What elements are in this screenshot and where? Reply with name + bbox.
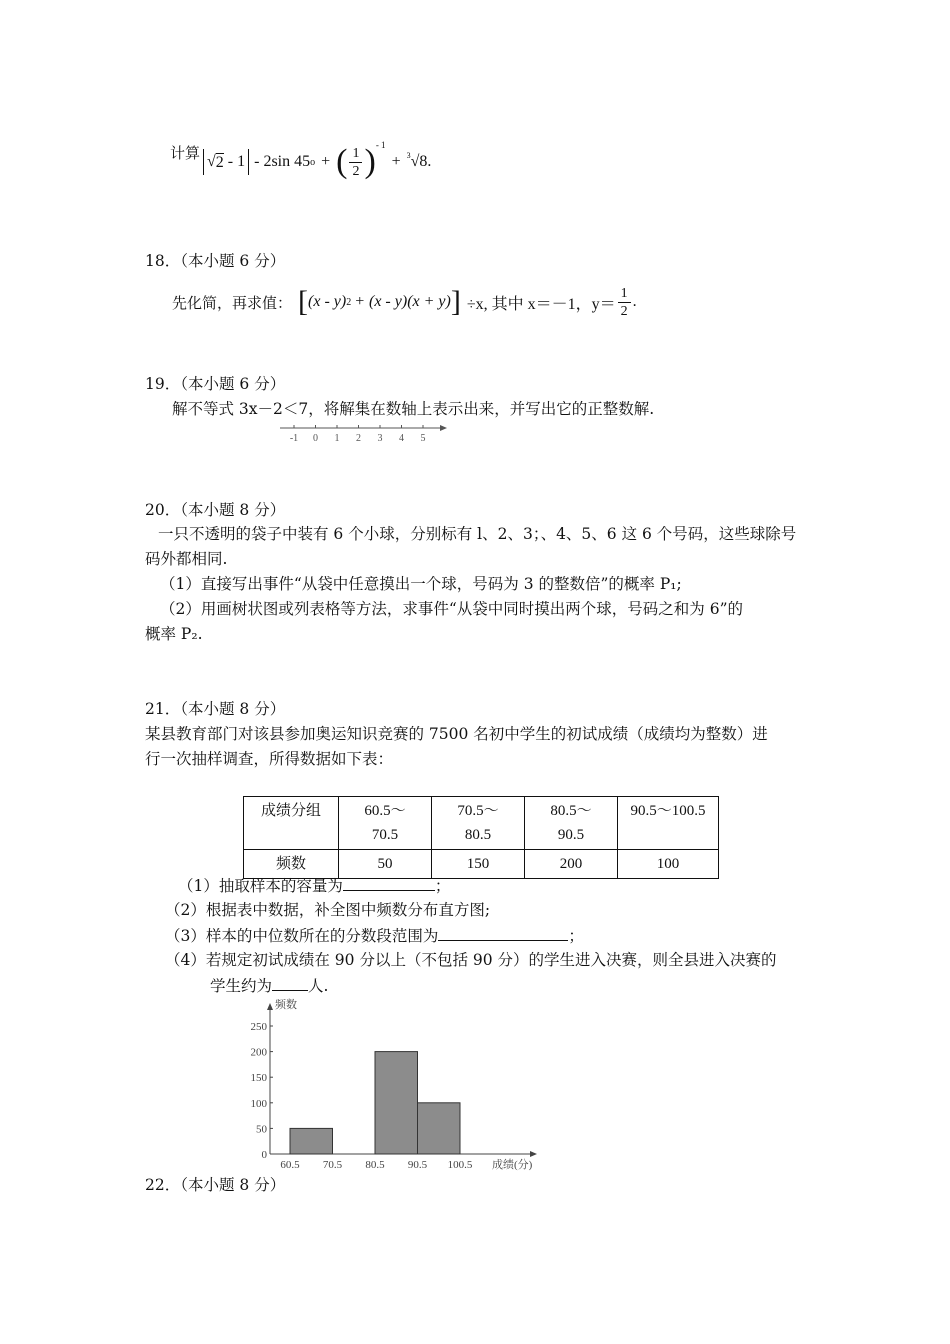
table-cell: 100 — [618, 850, 719, 879]
number-line-arrow-icon — [440, 425, 447, 431]
q20-line2: 码外都相同. — [145, 550, 228, 568]
number-line-tick-label: 5 — [420, 433, 426, 444]
table-cell: 90.5～100.5 — [618, 797, 719, 850]
table-cell: 80.5～ 90.5 — [525, 797, 618, 850]
number-line-tick-label: 2 — [356, 433, 361, 444]
answer-blank — [272, 974, 308, 991]
q17-expression — [170, 138, 431, 186]
y-fraction: $\frac{1}{2}$ — [618, 285, 631, 320]
y-tick-label: 0 — [261, 1149, 267, 1161]
square-mark: 2 — [346, 296, 352, 308]
cbrt-sign: √ — [410, 153, 420, 170]
x-axis-title: 成绩(分) — [492, 1159, 533, 1171]
q18-lead: 先化简，再求值： — [172, 293, 293, 312]
number-line-tick-label: 0 — [313, 433, 318, 444]
table-row — [244, 797, 719, 850]
q20-line4: （2）用画树状图或列表格等方法，求事件“从袋中同时摸出两个球，号码之和为 6”的 — [160, 600, 744, 618]
histogram-bars — [290, 1052, 460, 1154]
abs-bar-left — [203, 149, 204, 175]
y-tick-label: 50 — [256, 1123, 267, 1136]
left-paren: ( — [336, 143, 348, 180]
number-line-tick-label: 3 — [377, 433, 383, 444]
q18-expression — [172, 280, 637, 324]
q21-sub3: （3）样本的中位数所在的分数段范围为 ； — [165, 924, 584, 947]
q18-number: 18．（本小题 6 分） — [145, 252, 286, 270]
table-cell: 60.5～ 70.5 — [339, 797, 432, 850]
half-fraction: $\frac{1}{2}$ — [349, 145, 362, 180]
y-tick-label: 250 — [250, 1021, 267, 1033]
number-line-tick-label: -1 — [289, 433, 299, 444]
table-cell: 70.5～ 80.5 — [432, 797, 525, 850]
table-cell: 成绩分组 — [244, 797, 339, 850]
q17-cbrt-radicand: 8. — [419, 153, 432, 170]
table-cell: 200 — [525, 850, 618, 879]
sqrt-sign: √ — [207, 153, 216, 170]
table-cell: 50 — [339, 850, 432, 879]
cbrt-index: 3 — [406, 150, 411, 160]
q17-prefix: 计算 — [170, 144, 201, 162]
q22-number: 22．（本小题 8 分） — [145, 1176, 286, 1194]
q17-exponent: - 1 — [375, 140, 386, 150]
q18-expr-b: + (x - y)(x + y) — [354, 293, 451, 310]
right-paren: ) — [364, 143, 376, 180]
y-tick-label: 100 — [250, 1097, 267, 1110]
frequency-table — [243, 796, 719, 879]
histogram-bar — [290, 1128, 333, 1154]
q19-text: 解不等式 3x－2＜7，将解集在数轴上表示出来，并写出它的正整数解. — [172, 400, 655, 418]
degree-mark: o — [310, 156, 316, 168]
left-bracket: [ — [298, 285, 309, 318]
y-axis-title: 频数 — [275, 999, 297, 1011]
q21-sub4: （4）若规定初试成绩在 90 分以上（不包括 90 分）的学生进入决赛，则全县进入决赛的 — [165, 951, 777, 969]
x-tick-label: 90.5 — [407, 1159, 428, 1171]
x-tick-label: 100.5 — [447, 1159, 473, 1171]
table-cell: 频数 — [244, 850, 339, 879]
number-line — [280, 420, 460, 444]
q17-minus-2sin: - 2sin 45 — [254, 153, 311, 170]
q17-minus-one: - 1 — [227, 153, 246, 170]
q19-number: 19．（本小题 6 分） — [145, 375, 286, 393]
histogram — [238, 996, 538, 1176]
number-line-tick-label: 1 — [334, 433, 340, 444]
histogram-bar — [375, 1052, 418, 1154]
answer-blank — [438, 924, 568, 941]
q21-sub1: （1）抽取样本的容量为 ； — [178, 874, 450, 897]
q17-plus: + — [321, 153, 331, 170]
number-line-tick-label: 4 — [399, 433, 404, 444]
q18-tail: ÷x, 其中 x＝－1，y＝ — [466, 295, 616, 313]
q20-number: 20．（本小题 8 分） — [145, 501, 286, 519]
x-tick-label: 60.5 — [280, 1159, 300, 1171]
x-tick-label: 80.5 — [365, 1159, 385, 1171]
q20-line3: （1）直接写出事件“从袋中任意摸出一个球，号码为 3 的整数倍”的概率 P₁; — [160, 575, 682, 593]
q21-line1: 某县教育部门对该县参加奥运知识竞赛的 7500 名初中学生的初试成绩（成绩均为整数）进 — [145, 725, 768, 743]
q18-expr-a: (x - y) — [308, 293, 347, 310]
q21-number: 21．（本小题 8 分） — [145, 700, 286, 718]
y-tick-label: 150 — [250, 1072, 267, 1085]
y-tick-label: 200 — [250, 1046, 267, 1059]
table-cell: 150 — [432, 850, 525, 879]
histogram-bar — [418, 1103, 461, 1154]
q17-plus-2: + — [391, 153, 401, 170]
x-tick-label: 70.5 — [322, 1159, 343, 1171]
q20-line5: 概率 P₂. — [145, 625, 203, 643]
right-bracket: ] — [450, 285, 461, 318]
answer-blank — [343, 874, 435, 891]
abs-bar-right — [248, 149, 249, 175]
q18-dot: . — [632, 293, 637, 310]
y-axis-arrow-icon — [267, 1003, 273, 1010]
q20-line1: 一只不透明的袋子中装有 6 个小球，分别标有 l、2、3；、4、5、6 这 6 个号码，这些球除号 — [158, 525, 797, 543]
q21-sub4-cont: 学生约为 人. — [210, 974, 328, 997]
q21-line2: 行一次抽样调查，所得数据如下表： — [145, 750, 394, 768]
x-axis-arrow-icon — [530, 1151, 537, 1157]
q21-sub2: （2）根据表中数据，补全图中频数分布直方图; — [165, 901, 491, 919]
q17-radicand: 2 — [215, 153, 224, 171]
frequency-table-wrap — [243, 796, 719, 879]
